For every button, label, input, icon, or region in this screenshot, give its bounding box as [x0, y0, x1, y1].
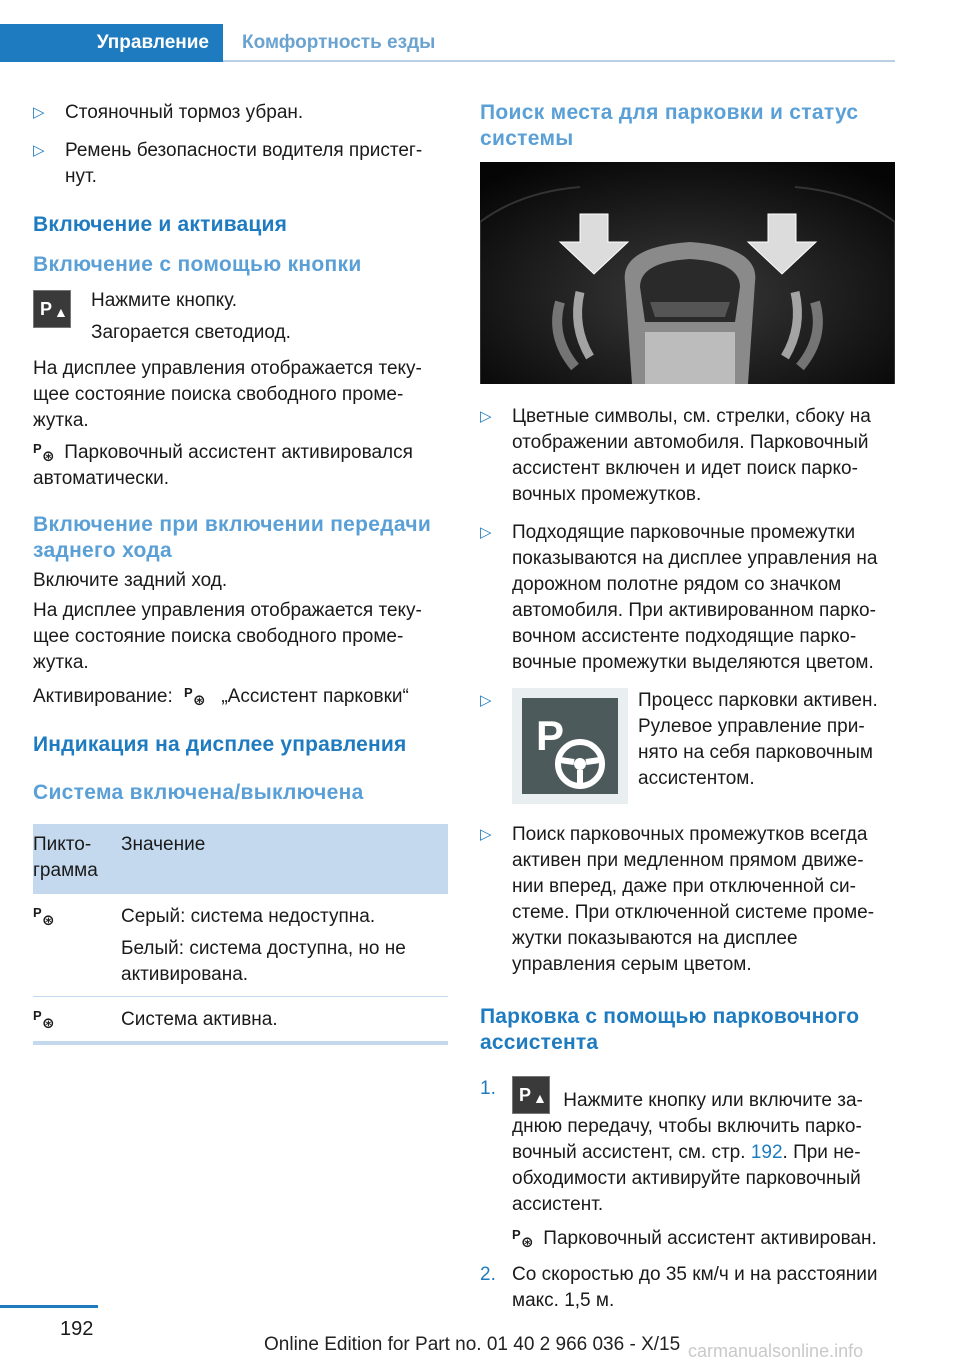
list-item: 1. P ▲ Нажмите кнопку или включите за-днюю передачу, чтобы включить парко-вочный ассистент, см. стр. 192. При не-обходимости активируйте парковочный ассистент. P ⊛ Парковочный ассистент активирован. [480, 1076, 895, 1252]
step1-note: P ⊛ Парковочный ассистент активирован. [512, 1227, 877, 1251]
parking-steering-active-icon: P ⊛ [33, 1008, 55, 1032]
parking-assistant-button-icon: P ▲ [33, 290, 71, 328]
list-item: ▷ Поиск парковочных промежутков всегда активен при медленном прямом движе-нии вперед, даже при отключенной си-стеме. При отключенной системе проме-жутки показываются на дисплее управления серым цветом. [480, 824, 875, 975]
engage-reverse-text: Включите задний ход. [33, 570, 228, 591]
triangle-bullet-icon: ▷ [33, 142, 45, 159]
table-row: P ⊛ Серый: система недоступна. Белый: система доступна, но не активирована. [33, 894, 448, 997]
svg-text:P: P [536, 712, 565, 759]
table-row: P ⊛ Система активна. [33, 997, 448, 1044]
parking-steering-icon: P ⊛ [512, 1227, 534, 1251]
left-column [33, 100, 448, 1045]
list-item: ▷ Стояночный тормоз убран. [33, 100, 448, 126]
led-on-text: Загорается светодиод. [91, 322, 291, 343]
header-tab-controls[interactable]: Управление [0, 24, 223, 62]
display-status-text: На дисплее управления отображается теку-щее состояние поиска свободного проме-жутка. [33, 358, 422, 431]
heading-button-activation: Включение с помощью кнопки [33, 253, 362, 276]
auto-activated-text: P ⊛ Парковочный ассистент активировался автоматически. [33, 441, 413, 489]
parking-active-icon [512, 688, 628, 804]
heading-indication: Индикация на дисплее управления [33, 733, 407, 756]
parking-display-image [480, 162, 895, 384]
parking-steering-icon: P ⊛ [33, 441, 55, 465]
header-tab-comfort[interactable]: Комфортность езды [242, 32, 436, 53]
table-header-pictogram: Пикто-грамма [33, 824, 121, 894]
heading-parking-search: Поиск места для парковки и статус системы [480, 101, 859, 150]
list-item: ▷ Ремень безопасности водителя пристег-нут. [33, 140, 423, 187]
heading-reverse-activation: Включение при включении передачи заднего хода [33, 513, 432, 562]
page-reference-link[interactable]: 192 [750, 1142, 783, 1163]
triangle-bullet-icon: ▷ [480, 692, 492, 709]
parking-steering-gray-icon: P ⊛ [33, 905, 55, 929]
list-item: ▷ Цветные символы, см. стрелки, сбоку на отображении автомобиля. Парковочный ассистент включен и идет поиск парко-вочных промежутков. [480, 406, 871, 505]
edition-text: Online Edition for Part no. 01 40 2 966 036 - X/15 [264, 1334, 681, 1355]
list-item: ▷ P Процесс парковки активен. Рулевое управление при-нято на себя парковочным ассистентом. [480, 688, 895, 804]
triangle-bullet-icon: ▷ [480, 826, 492, 843]
watermark: carmanualsonline.info [688, 1341, 864, 1361]
list-item: 2. Со скоростью до 35 км/ч и на расстоянии макс. 1,5 м. [480, 1264, 878, 1311]
press-button-text: Нажмите кнопку. [91, 290, 238, 311]
button-instruction [33, 288, 448, 346]
pictogram-table [33, 824, 448, 1045]
footer-rule [0, 1305, 98, 1308]
page-number: 192 [60, 1318, 94, 1340]
parking-assistant-button-icon: P ▲ [512, 1076, 550, 1114]
running-header [0, 24, 895, 62]
heading-parking-with-assistant: Парковка с помощью парковочного ассистента [480, 1005, 860, 1054]
table-header-meaning: Значение [121, 824, 448, 894]
header-rule [223, 60, 895, 62]
parking-steering-icon: P ⊛ [184, 685, 206, 709]
display-status-text-2: На дисплее управления отображается теку-щее состояние поиска свободного проме-жутка. [33, 600, 422, 673]
table-header-row [33, 824, 448, 894]
triangle-bullet-icon: ▷ [480, 524, 492, 541]
list-item: ▷ Подходящие парковочные промежутки показываются на дисплее управления на дорожном полотне рядом со значком автомобиля. При активированном парко-вочном ассистенте подходящие парко-вочные промежутки выделяются цветом. [480, 522, 878, 673]
heading-system-on-off: Система включена/выключена [33, 781, 364, 804]
right-column [480, 100, 895, 1322]
activation-path: Активирование: P ⊛ „Ассистент парковки“ [33, 685, 409, 709]
heading-activation: Включение и активация [33, 213, 288, 236]
triangle-bullet-icon: ▷ [33, 104, 45, 121]
triangle-bullet-icon: ▷ [480, 408, 492, 425]
